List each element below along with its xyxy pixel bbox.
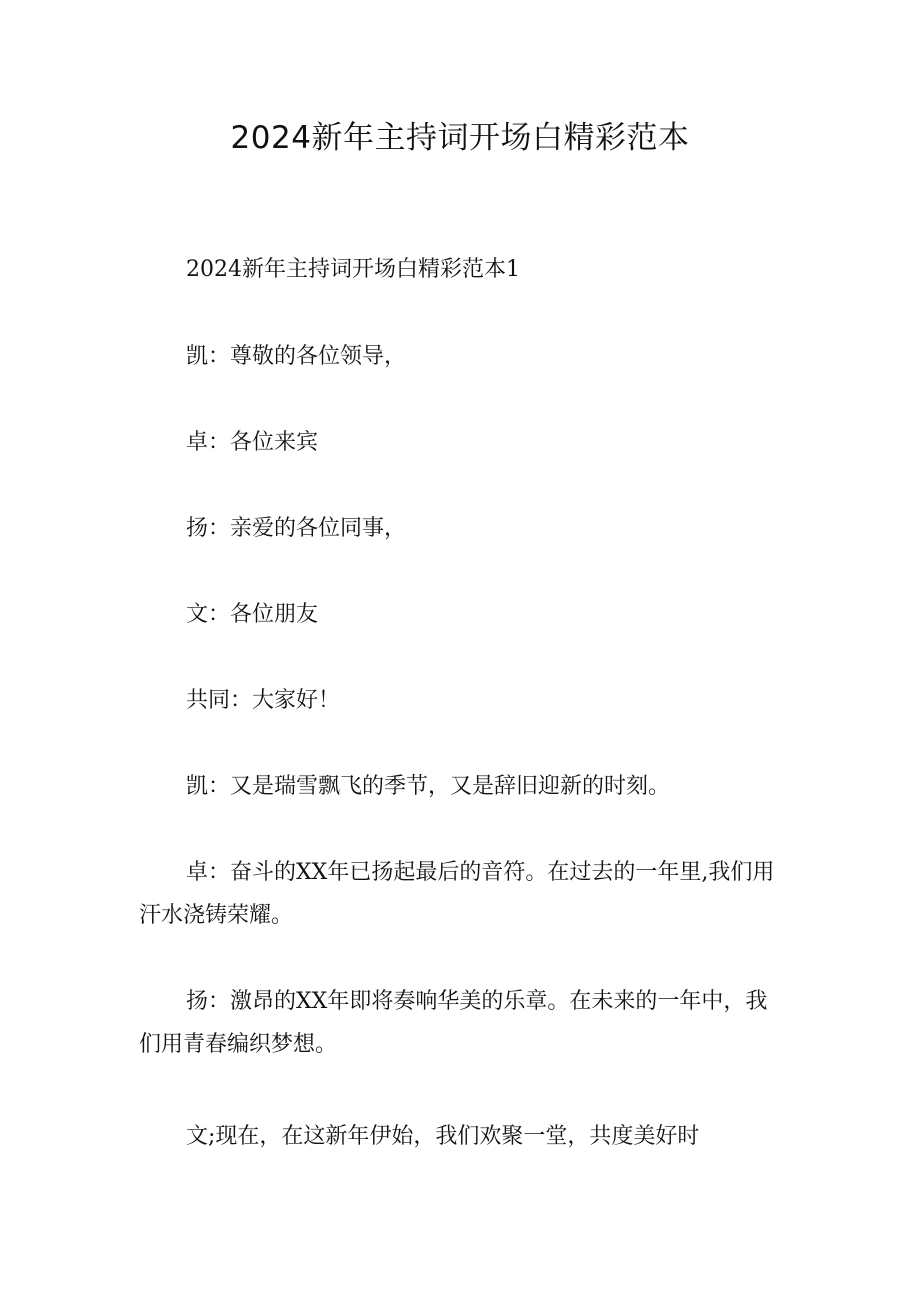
paragraph-line: 卓：奋斗的XX年已扬起最后的音符。在过去的一年里,我们用汗水浇铸荣耀。 <box>139 860 775 928</box>
paragraph-line: 文：各位朋友 <box>186 602 319 627</box>
paragraph-line: 凯：又是瑞雪飘飞的季节，又是辞旧迎新的时刻。 <box>186 774 671 799</box>
paragraph-line: 扬：亲爱的各位同事， <box>186 516 407 541</box>
paragraph-line: 文;现在，在这新年伊始，我们欢聚一堂，共度美好时 <box>186 1124 700 1149</box>
paragraph-heading: 2024新年主持词开场白精彩范本1 <box>186 257 520 282</box>
paragraph-line: 共同：大家好！ <box>186 688 341 713</box>
paragraph-line: 凯：尊敬的各位领导， <box>186 344 407 369</box>
paragraph-line: 卓：各位来宾 <box>186 430 319 455</box>
document-title: 2024新年主持词开场白精彩范本 <box>230 120 690 156</box>
paragraph-line: 扬：激昂的XX年即将奏响华美的乐章。在未来的一年中，我们用青春编织梦想。 <box>139 989 768 1057</box>
